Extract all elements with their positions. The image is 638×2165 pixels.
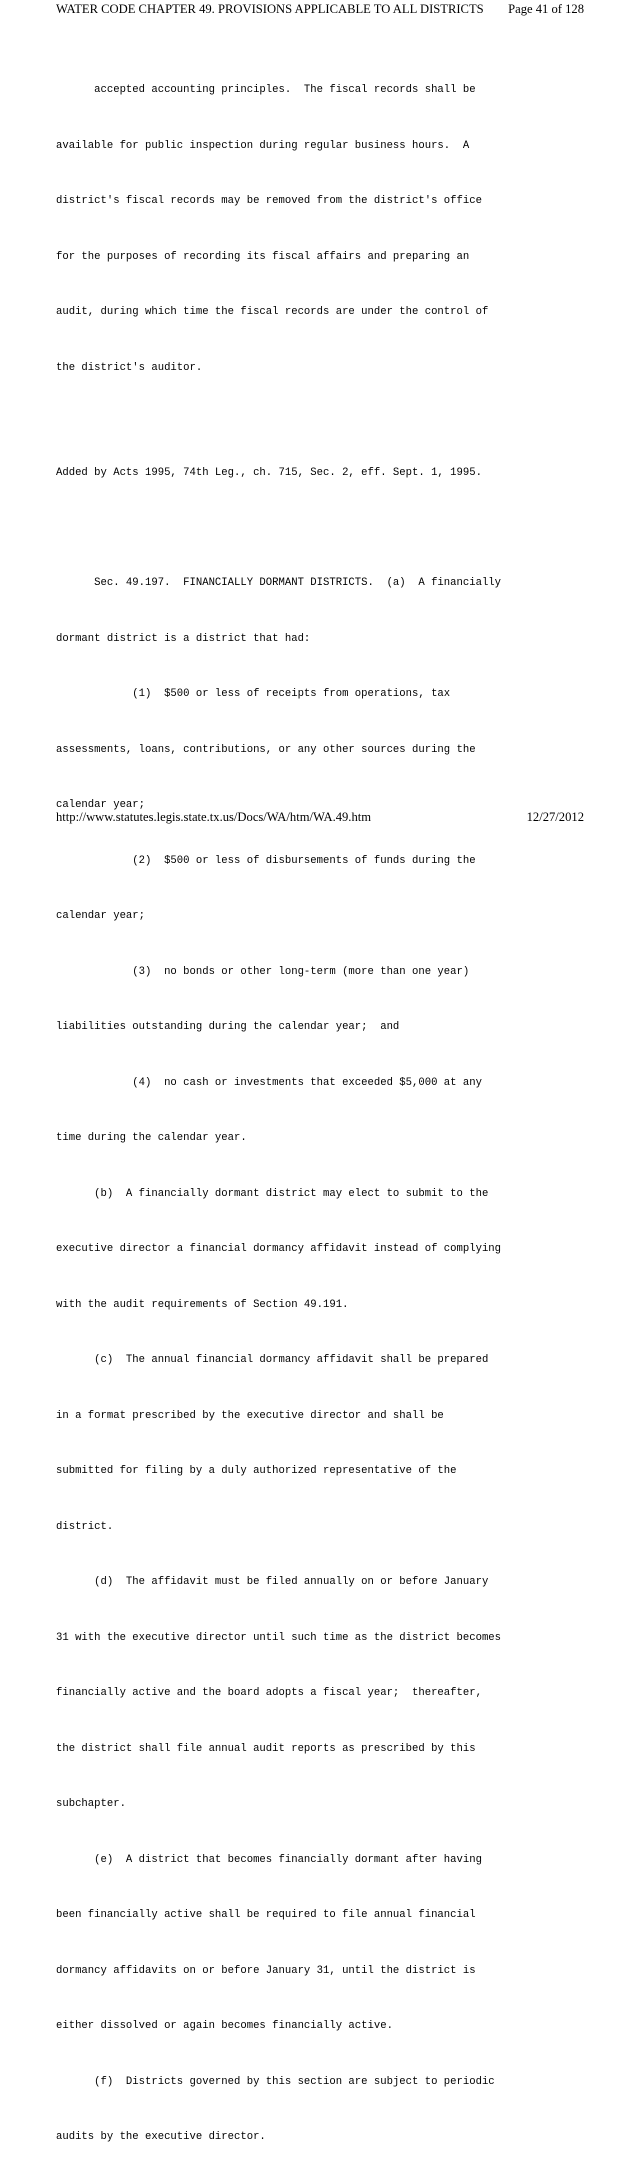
text-line: (f) Districts governed by this section are subject to periodic (56, 2075, 495, 2088)
document-title: WATER CODE CHAPTER 49. PROVISIONS APPLICABLE TO ALL DISTRICTS (56, 2, 484, 16)
text-line: (2) $500 or less of disbursements of funds during the (56, 854, 476, 867)
text-line: submitted for filing by a duly authorized representative of the (56, 1465, 457, 1477)
text-line: been financially active shall be required to file annual financial (56, 1909, 476, 1921)
text-line: time during the calendar year. (56, 1132, 247, 1144)
text-line: (4) no cash or investments that exceeded $5,000 at any (56, 1076, 482, 1089)
paragraph-gap (56, 414, 596, 427)
text-line: (b) A financially dormant district may elect to submit to the (56, 1187, 489, 1200)
page-footer (56, 808, 584, 826)
section-heading: Sec. 49.197. FINANCIALLY DORMANT DISTRICTS. (a) A financially (56, 577, 502, 589)
history-note: Added by Acts 1995, 74th Leg., ch. 715, Sec. 2, eff. Sept. 1, 1995. (56, 466, 482, 479)
text-line: district's fiscal records may be removed from the district's office (56, 195, 482, 207)
text-line: the district shall file annual audit reports as prescribed by this (56, 1742, 476, 1755)
text-line: the district's auditor. (56, 361, 203, 374)
text-line: 31 with the executive director until such time as the district becomes (56, 1631, 502, 1644)
text-line: with the audit requirements of Section 49.191. (56, 1298, 349, 1311)
page-number: Page 41 of 128 (508, 2, 584, 16)
text-line: in a format prescribed by the executive director and shall be (56, 1409, 444, 1422)
text-line: dormant district is a district that had: (56, 632, 311, 645)
text-line: financially active and the board adopts a fiscal year; thereafter, (56, 1687, 482, 1699)
text-line: executive director a financial dormancy affidavit instead of complying (56, 1243, 502, 1255)
text-line: (c) The annual financial dormancy affidavit shall be prepared (56, 1354, 489, 1366)
text-line: either dissolved or again becomes financially active. (56, 2020, 393, 2032)
text-line: for the purposes of recording its fiscal affairs and preparing an (56, 250, 470, 263)
text-line: audit, during which time the fiscal records are under the control of (56, 306, 489, 318)
statute-text (56, 44, 596, 2165)
text-line: available for public inspection during regular business hours. A (56, 139, 470, 152)
text-line: district. (56, 1520, 114, 1533)
print-date: 12/27/2012 (526, 810, 584, 824)
text-line: (d) The affidavit must be filed annually on or before January (56, 1576, 489, 1588)
text-line: (1) $500 or less of receipts from operations, tax (56, 688, 451, 700)
text-line: audits by the executive director. (56, 2131, 266, 2143)
text-line: (e) A district that becomes financially dormant after having (56, 1853, 482, 1866)
text-line: subchapter. (56, 1798, 126, 1810)
text-line: accepted accounting principles. The fiscal records shall be (56, 84, 476, 96)
page-header (56, 0, 584, 22)
text-line: assessments, loans, contributions, or any other sources during the (56, 743, 476, 756)
text-line: (3) no bonds or other long-term (more than one year) (56, 965, 470, 978)
text-line: liabilities outstanding during the calendar year; and (56, 1021, 400, 1033)
text-line: calendar year; (56, 799, 146, 811)
paragraph-gap (56, 519, 596, 537)
source-url[interactable]: http://www.statutes.legis.state.tx.us/Docs/WA/htm/WA.49.htm (56, 810, 372, 824)
text-line: calendar year; (56, 910, 146, 922)
text-line: dormancy affidavits on or before January 31, until the district is (56, 1964, 476, 1977)
